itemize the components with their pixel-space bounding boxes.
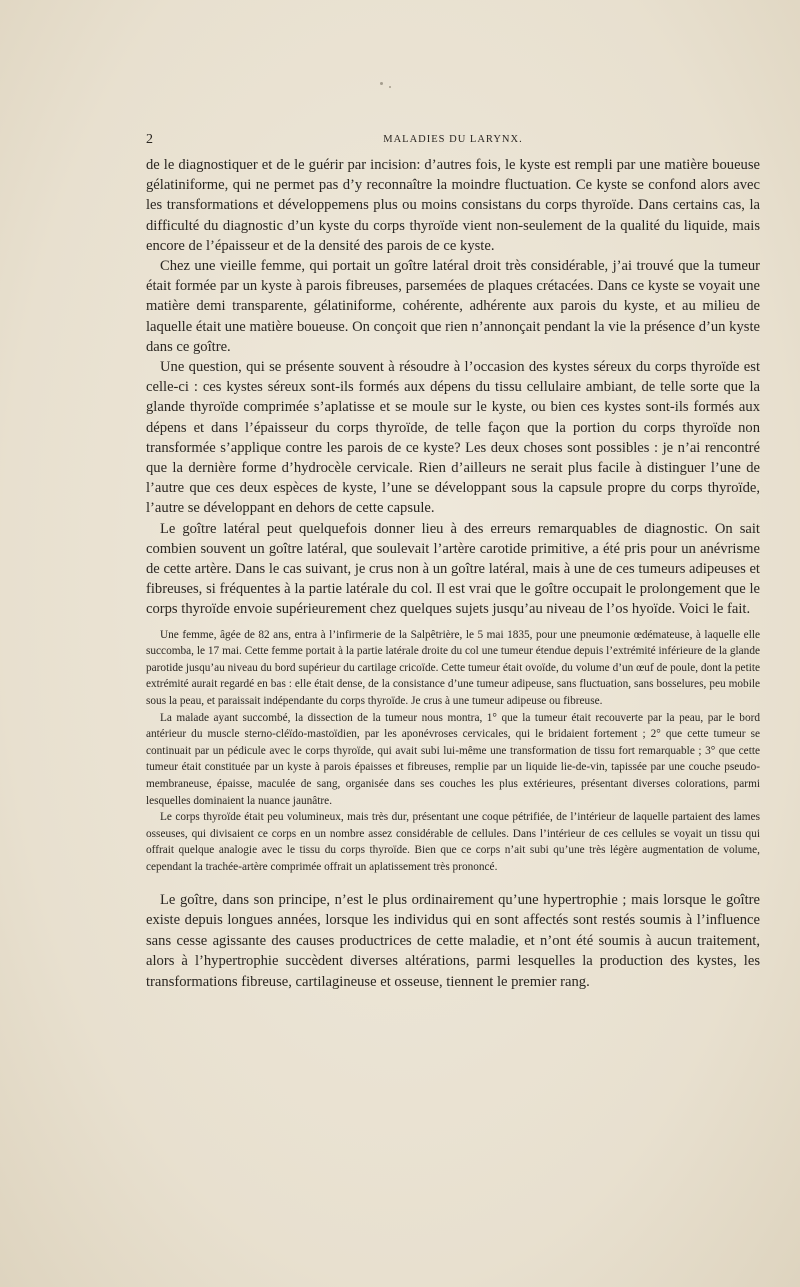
paragraph: Chez une vieille femme, qui portait un goître latéral droit très considérable, j’ai trouvé que la tumeur était formée par un kyste à parois fibreuses, parsemées de plaques crétacées. Dans ce kyste se voyait une matière demi transparente, gélatiniforme, cohérente, adhérente aux parois du kyste, et au milieu de laquelle était une matière boueuse. On conçoit que rien n’annonçait pendant la vie la présence d’un kyste dans ce goître. [146,258,760,355]
closing-paragraph: Le goître, dans son principe, n’est le plus ordinairement qu’une hypertrophie ; mais lorsque le goître existe depuis longues années, lorsque les individus qui en sont affectés sont restés soumis à l’influence sans cesse agissante des causes productrices de cette maladie, et n’ont été soumis à aucun traitement, alors à l’hypertrophie succèdent diverses altérations, parmi lesquelles la production des kystes, les transformations fibreuse, cartilagineuse et osseuse, tiennent le premier rang. [146,891,760,990]
case-paragraph: Le corps thyroïde était peu volumineux, mais très dur, présentant une coque pétrifiée, de l’intérieur de laquelle partaient des lames osseuses, qui divisaient ce corps en un nombre assez considérable de cellules. Dans l’intérieur de ces cellules se voyait un tissu qui offrait quelque analogie avec le tissu du corps thyroïde. Bien que ce corps n’ait subi qu’une très légère augmentation de volume, cependant la trachée-artère comprimée offrait un aplatissement très prononcé. [146,811,760,873]
case-paragraph: La malade ayant succombé, la dissection de la tumeur nous montra, 1° que la tumeur était recouverte par la peau, par le bord antérieur du muscle sterno-cléïdo-mastoïdien, par les aponévroses cervicales, qui le bridaient fortement ; 2° que cette tumeur se continuait par un pédicule avec le corps thyroïde, qui avait subi lui-même une transformation de tissu fort remarquable ; 3° que cette tumeur était constituée par un kyste à parois épaisses et fibreuses, remplie par un liquide lie-de-vin, tapissée par une couche pseudo-membraneuse, épaisse, maculée de sang, organisée dans ses couches les plus extérieures, présentant diverses colorations, parmi lesquelles dominaient la nuance jaunâtre. [146,711,760,807]
paragraph: Une question, qui se présente souvent à résoudre à l’occasion des kystes séreux du corps thyroïde est celle-ci : ces kystes séreux sont-ils formés aux dépens du tissu cellulaire ambiant, de telle sorte que la glande thyroïde comprimée s’aplatisse et se moule sur le kyste, ou bien ces kystes sont-ils formés aux dépens et dans l’épaisseur du corps thyroïde, de telle façon que la portion du corps thyroïde non transformée s’applique contre les parois de ce kyste? Les deux choses sont possibles : je n’ai rencontré que la dernière forme d’hydrocèle cervicale. Rien d’ailleurs ne serait plus facile à distinguer l’une de l’autre que ces deux espèces de kyste, l’une se développant sous la capsule propre du corps thyroïde, l’autre se développant en dehors de cette capsule. [146,359,760,517]
case-paragraph: Une femme, âgée de 82 ans, entra à l’infirmerie de la Salpêtrière, le 5 mai 1835, pour une pneumonie œdémateuse, à laquelle elle succomba, le 17 mai. Cette femme portait à la partie latérale droite du col une tumeur étendue depuis l’extrémité inférieure de la glande parotide jusqu’au niveau du bord supérieur du cartilage cricoïde. Cette tumeur était ovoïde, du volume d’un œuf de poule, dont la petite extrémité aurait regardé en bas : elle était dense, de la consistance d’une tumeur adipeuse, sans fluctuation, sans bosselures, peu mobile sous la peau, et paraissait indépendante du corps thyroïde. Je crus à une tumeur adipeuse ou fibreuse. [146,628,760,708]
page-header [146,132,760,148]
body-text [146,155,760,993]
paragraph: de le diagnostiquer et de le guérir par incision: d’autres fois, le kyste est rempli par une matière boueuse gélatiniforme, qui ne permet pas d’y reconnaître la moindre fluctuation. Ce kyste se confond alors avec les transformations et développemens plus ou moins consistans du corps thyroïde. Dans certains cas, la difficulté du diagnostic d’un kyste du corps thyroïde vient non-seulement de la qualité du liquide, mais encore de l’épaisseur et de la densité des parois de ce kyste. [146,157,760,254]
ink-speck [389,86,391,88]
paragraph: Le goître latéral peut quelquefois donner lieu à des erreurs remarquables de diagnostic. On sait combien souvent un goître latéral, que soulevait l’artère carotide primitive, a été pris pour un anévrisme de cette artère. Dans le cas suivant, je crus non à un goître latéral, mais à une de ces tumeurs adipeuses et fibreuses, si fréquentes à la partie latérale du col. Il est vrai que le goître occupait le prolongement que le corps thyroïde envoie supérieurement chez quelques sujets jusqu’au niveau de l’os hyoïde. Voici le fait. [146,520,760,618]
case-report [146,627,760,876]
closing-section [146,890,760,993]
running-head: MALADIES DU LARYNX. [383,134,523,145]
ink-speck [380,82,383,85]
page-number: 2 [146,132,153,147]
